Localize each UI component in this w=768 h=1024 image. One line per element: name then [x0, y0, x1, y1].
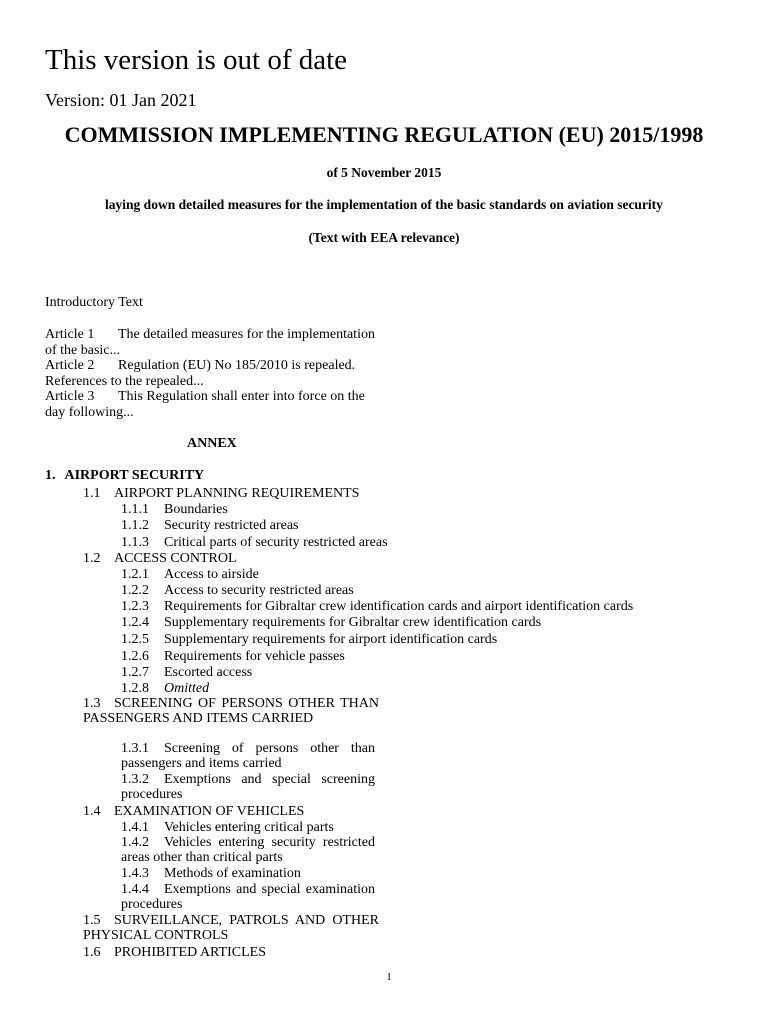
toc-label: ACCESS CONTROL [114, 551, 237, 566]
toc-number: 1.6 [83, 945, 101, 960]
toc-1-4-4[interactable] [121, 883, 375, 912]
toc-1-1-1[interactable] [121, 502, 228, 518]
article-text: The detailed measures for the implementation of the basic... [45, 327, 375, 358]
toc-number: 1.2.7 [121, 665, 149, 680]
article-text: This Regulation shall enter into force on the day following... [45, 389, 365, 420]
toc-1-1-2[interactable] [121, 518, 299, 534]
toc-number: 1.2.8 [121, 681, 149, 696]
toc-number: 1.4.1 [121, 820, 149, 835]
toc-number: 1.2.6 [121, 649, 149, 664]
toc-1-4-1[interactable] [121, 820, 334, 836]
toc-label: PROHIBITED ARTICLES [114, 945, 266, 960]
toc-1-2-1[interactable] [121, 567, 259, 583]
toc-1-4-3[interactable] [121, 866, 301, 882]
toc-label: Access to security restricted areas [164, 583, 354, 598]
toc-1-2-6[interactable] [121, 649, 345, 665]
toc-number: 1.3 [83, 696, 101, 711]
toc-label: Omitted [164, 681, 210, 696]
toc-label: Supplementary requirements for Gibraltar crew identification cards [164, 615, 542, 630]
article-2-link[interactable] [45, 358, 385, 389]
toc-1-1[interactable] [83, 486, 359, 502]
toc-label: AIRPORT PLANNING REQUIREMENTS [114, 486, 360, 501]
toc-label: Access to airside [164, 567, 259, 582]
toc-1-4[interactable] [83, 804, 304, 820]
toc-section-1[interactable] [45, 468, 204, 484]
toc-label: Boundaries [164, 502, 228, 517]
document-title: COMMISSION IMPLEMENTING REGULATION (EU) 2015/1998 [64, 122, 704, 147]
toc-1-2-7[interactable] [121, 665, 252, 681]
toc-number: 1.1.1 [121, 502, 149, 517]
toc-number: 1.4 [83, 804, 101, 819]
toc-1-3[interactable] [83, 697, 379, 726]
article-label: Article 2 [45, 358, 95, 373]
toc-1-5[interactable] [83, 914, 379, 943]
toc-1-4-2[interactable] [121, 836, 375, 865]
toc-number: 1.4.3 [121, 866, 149, 881]
toc-label: Exemptions and special examination procedures [121, 882, 375, 912]
toc-number: 1.3.1 [121, 741, 149, 756]
toc-label: Screening of persons other than passengers and items carried [121, 741, 375, 771]
toc-label: Requirements for Gibraltar crew identification cards and airport identification cards [164, 599, 634, 614]
toc-1-1-3[interactable] [121, 535, 388, 551]
toc-label: SCREENING OF PERSONS OTHER THAN PASSENGERS AND ITEMS CARRIED [83, 696, 379, 726]
toc-1-3-1[interactable] [121, 742, 375, 771]
toc-1-2-8[interactable] [121, 681, 209, 697]
toc-label: Exemptions and special screening procedures [121, 772, 375, 802]
introductory-text-link[interactable]: Introductory Text [45, 295, 143, 310]
toc-number: 1.4.2 [121, 835, 149, 850]
toc-label: Security restricted areas [164, 518, 299, 533]
toc-1-2[interactable] [83, 551, 237, 567]
annex-heading: ANNEX [187, 436, 237, 451]
toc-number: 1.2.5 [121, 632, 149, 647]
toc-number: 1.4.4 [121, 882, 149, 897]
toc-number: 1.1.3 [121, 535, 149, 550]
toc-number: 1.3.2 [121, 772, 149, 787]
document-subtitle: laying down detailed measures for the implementation of the basic standards on aviation security [105, 197, 663, 212]
toc-label: Vehicles entering security restricted areas other than critical parts [121, 835, 375, 865]
toc-1-2-4[interactable] [121, 615, 541, 631]
toc-1-2-3[interactable] [121, 599, 633, 615]
toc-number: 1.2.1 [121, 567, 149, 582]
toc-number: 1.2.4 [121, 615, 149, 630]
toc-number: 1.2.2 [121, 583, 149, 598]
articles-list [45, 327, 385, 420]
article-text: Regulation (EU) No 185/2010 is repealed. References to the repealed... [45, 358, 356, 389]
page-number: 1 [386, 971, 392, 983]
toc-number: 1.1 [83, 486, 101, 501]
toc-1-2-5[interactable] [121, 632, 497, 648]
version-label: Version: 01 Jan 2021 [45, 90, 197, 110]
toc-number: 1.2 [83, 551, 101, 566]
toc-label: Escorted access [164, 665, 253, 680]
toc-number: 1.1.2 [121, 518, 149, 533]
toc-number: 1.5 [83, 913, 101, 928]
toc-number: 1.2.3 [121, 599, 149, 614]
article-label: Article 1 [45, 327, 95, 342]
toc-label: Methods of examination [164, 866, 301, 881]
toc-label: EXAMINATION OF VEHICLES [114, 804, 305, 819]
toc-1-3-2[interactable] [121, 773, 375, 802]
toc-label: SURVEILLANCE, PATROLS AND OTHER PHYSICAL CONTROLS [83, 913, 379, 943]
article-label: Article 3 [45, 389, 95, 404]
article-3-link[interactable] [45, 389, 385, 420]
eea-relevance: (Text with EEA relevance) [308, 230, 460, 245]
toc-label: Requirements for vehicle passes [164, 649, 345, 664]
out-of-date-banner: This version is out of date [45, 44, 348, 76]
document-date: of 5 November 2015 [326, 165, 442, 180]
toc-1-6[interactable] [83, 945, 266, 961]
toc-label: Critical parts of security restricted areas [164, 535, 388, 550]
toc-number: 1. [45, 468, 56, 483]
toc-label: Vehicles entering critical parts [164, 820, 334, 835]
toc-1-2-2[interactable] [121, 583, 354, 599]
article-1-link[interactable] [45, 327, 385, 358]
toc-label: Supplementary requirements for airport identification cards [164, 632, 498, 647]
toc-label: AIRPORT SECURITY [64, 468, 205, 483]
